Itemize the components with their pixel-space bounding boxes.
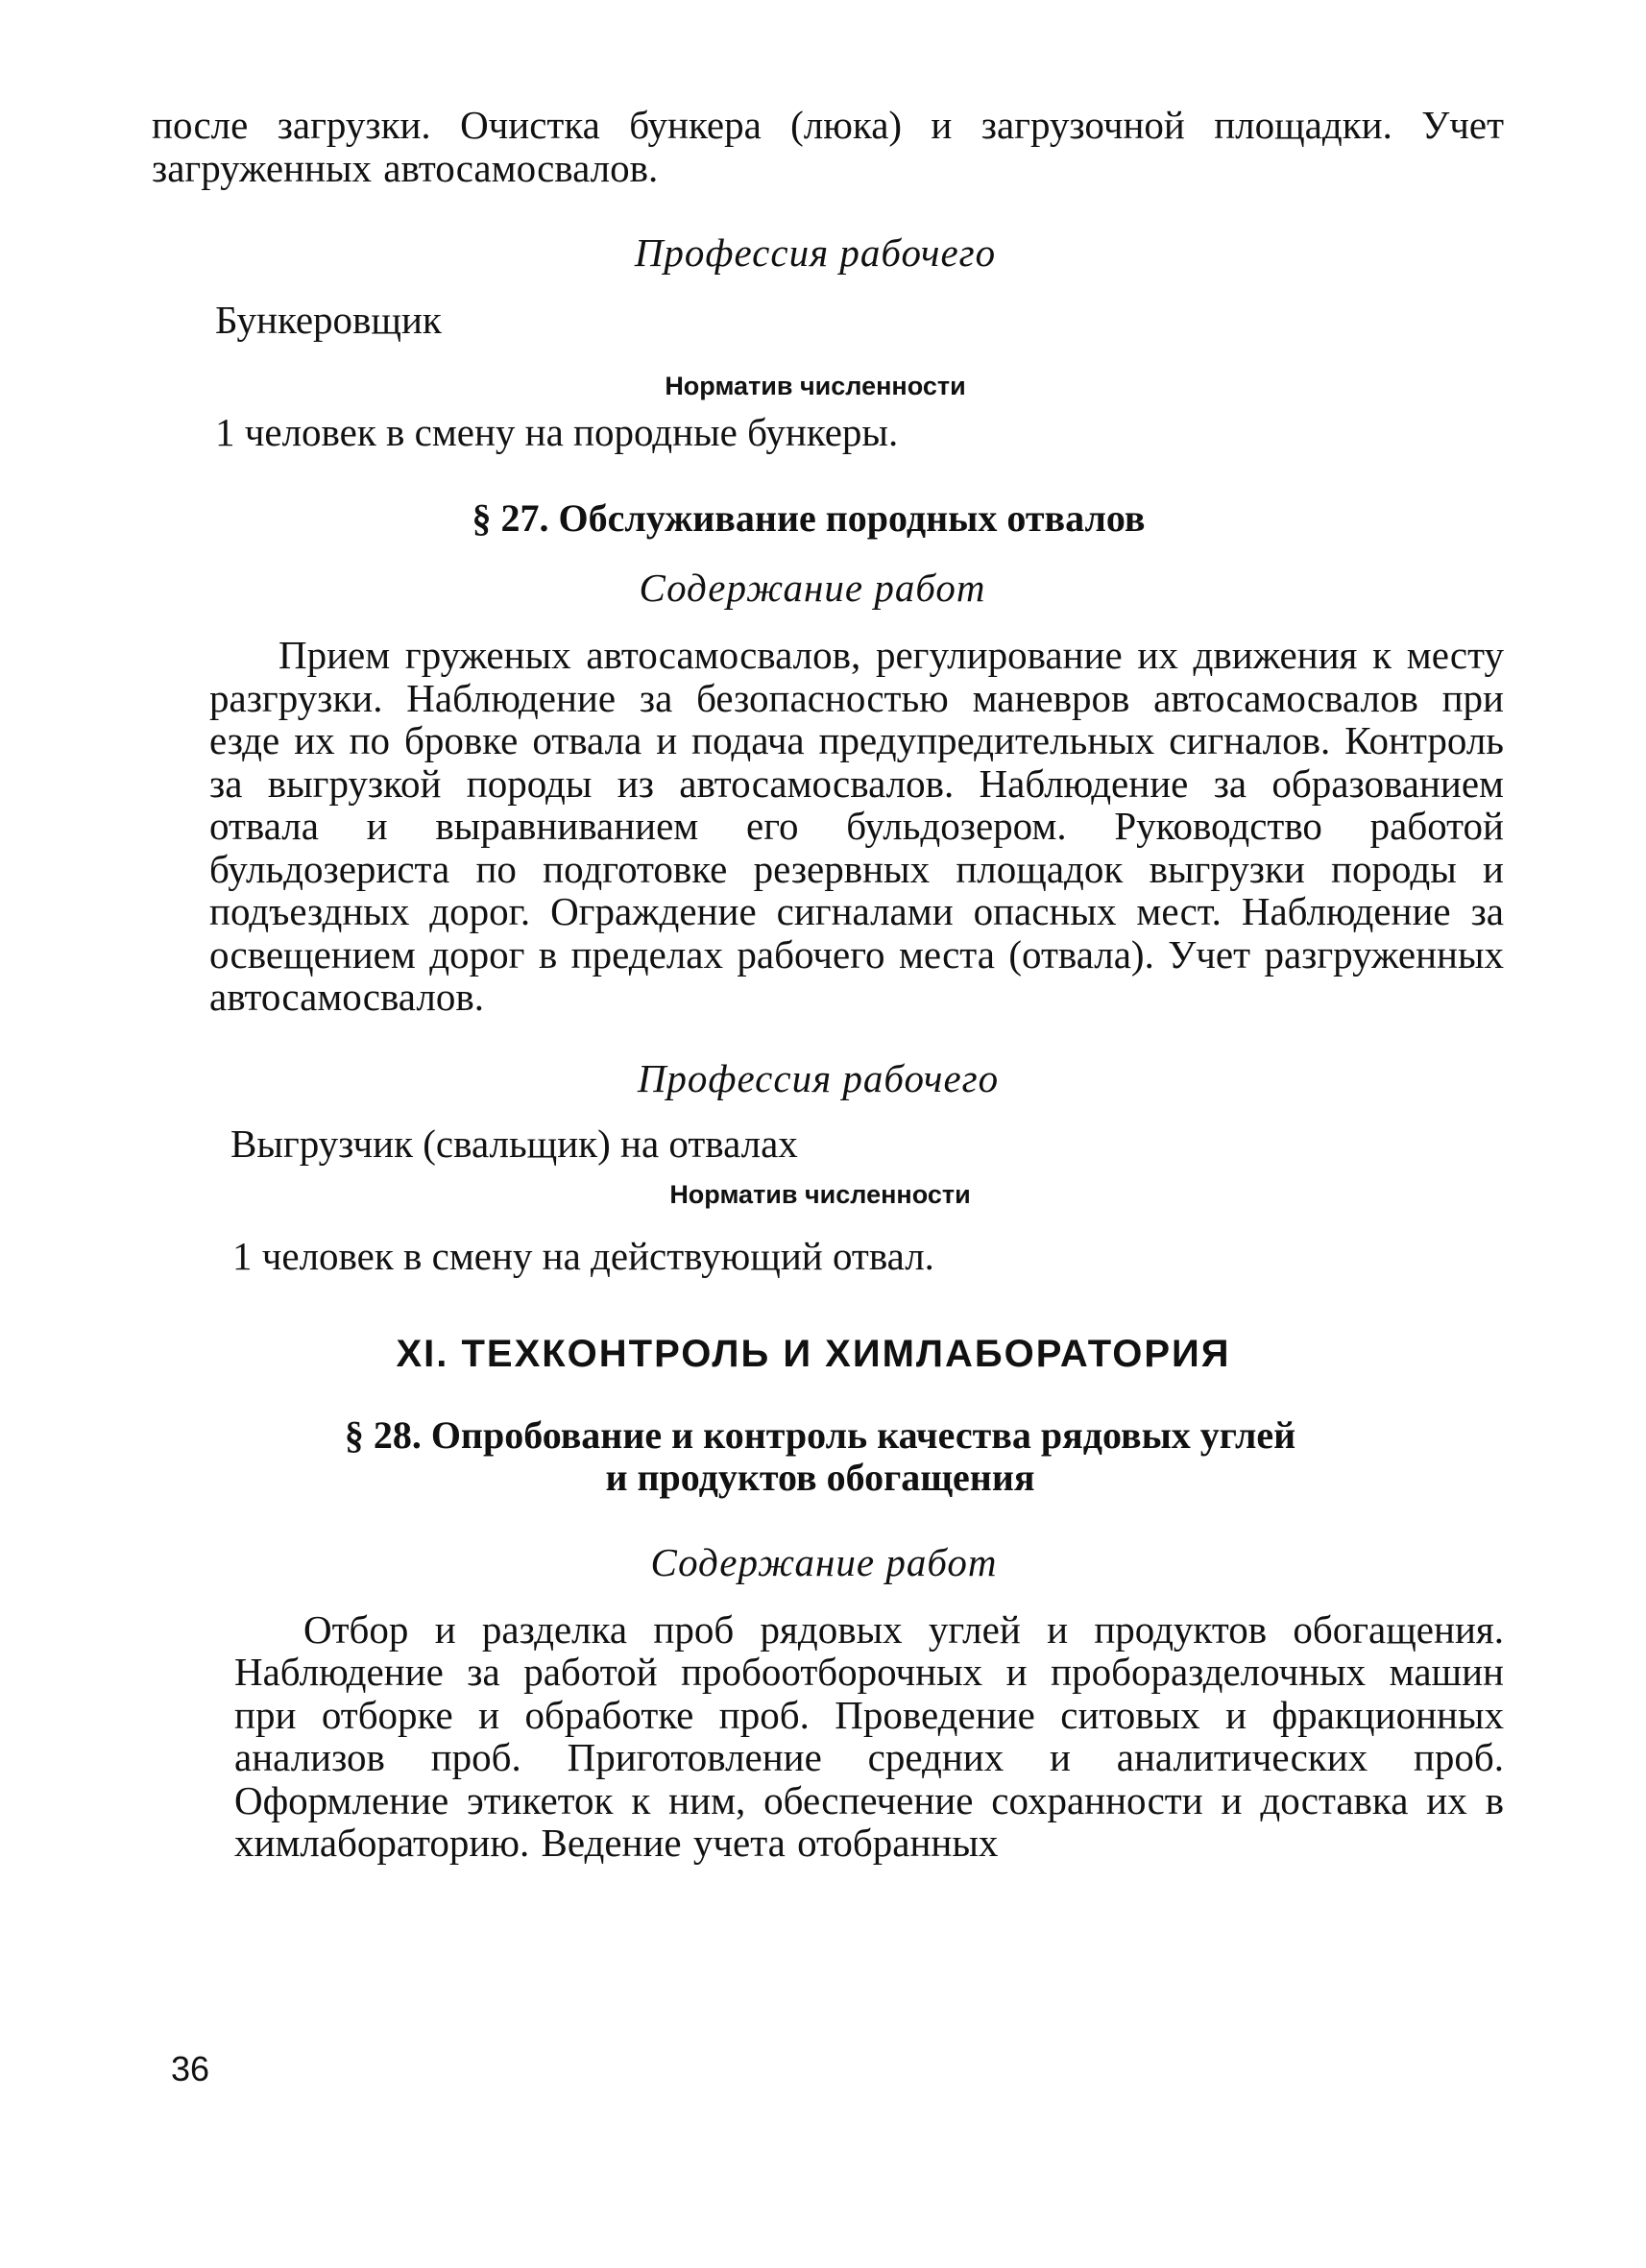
section-28-title-line-2: и продуктов обогащения — [605, 1455, 1035, 1499]
profession-name-27: Выгрузчик (свальщик) на отвалах — [230, 1121, 798, 1166]
norm-heading-27: Норматив численности — [669, 1179, 971, 1209]
profession-heading: Профессия рабочего — [634, 230, 997, 275]
section-27-paragraph: Прием груженых автосамосвалов, регулирование их движения к месту разгрузки. Наблюдение за безопасностью маневров автосамосвалов при езде их по бровке отвала и подача предупредительных сигналов. Контроль за выгрузкой породы из автосамосвалов. Наблюдение за образованием отвала и выравниванием его бульдозером. Руководство работой бульдозериста по подготовке резервных площадок выгрузки породы и подъездных дорог. Ограждение сигналами опасных мест. Наблюдение за освещением дорог в пределах рабочего места (отвала). Учет разгруженных автосамосвалов. — [209, 633, 1504, 1019]
content-heading-27: Содержание работ — [639, 566, 986, 610]
profession-heading-27: Профессия рабочего — [637, 1055, 1000, 1100]
section-27-title: § 27. Обслуживание породных отвалов — [472, 496, 1146, 540]
norm-text: 1 человек в смену на породные бункеры. — [215, 410, 899, 454]
content-heading-28: Содержание работ — [650, 1539, 998, 1584]
section-28-title-line-1: § 28. Опробование и контроль качества рядовых углей — [344, 1412, 1296, 1457]
norm-text-27: 1 человек в смену на действующий отвал. — [232, 1233, 934, 1278]
profession-name: Бункеровщик — [215, 298, 442, 342]
page-number: 36 — [171, 2049, 210, 2088]
chapter-title: XI. ТЕХКОНТРОЛЬ И ХИМЛАБОРАТОРИЯ — [396, 1332, 1231, 1375]
section-28-paragraph: Отбор и разделка проб рядовых углей и продуктов обогащения. Наблюдение за работой пробоотборочных и проборазделочных машин при отборке и обработке проб. Проведение ситовых и фракционных анализов проб. Приготовление средних и аналитических проб. Оформление этикеток к ним, обеспечение сохранности и доставка их в химлабораторию. Ведение учета отобранных — [234, 1606, 1504, 1865]
continued-paragraph: после загрузки. Очистка бункера (люка) и загрузочной площадки. Учет загруженных автосамосвалов. — [152, 103, 1504, 190]
page-content — [152, 104, 1504, 1865]
norm-heading: Норматив численности — [665, 372, 966, 400]
